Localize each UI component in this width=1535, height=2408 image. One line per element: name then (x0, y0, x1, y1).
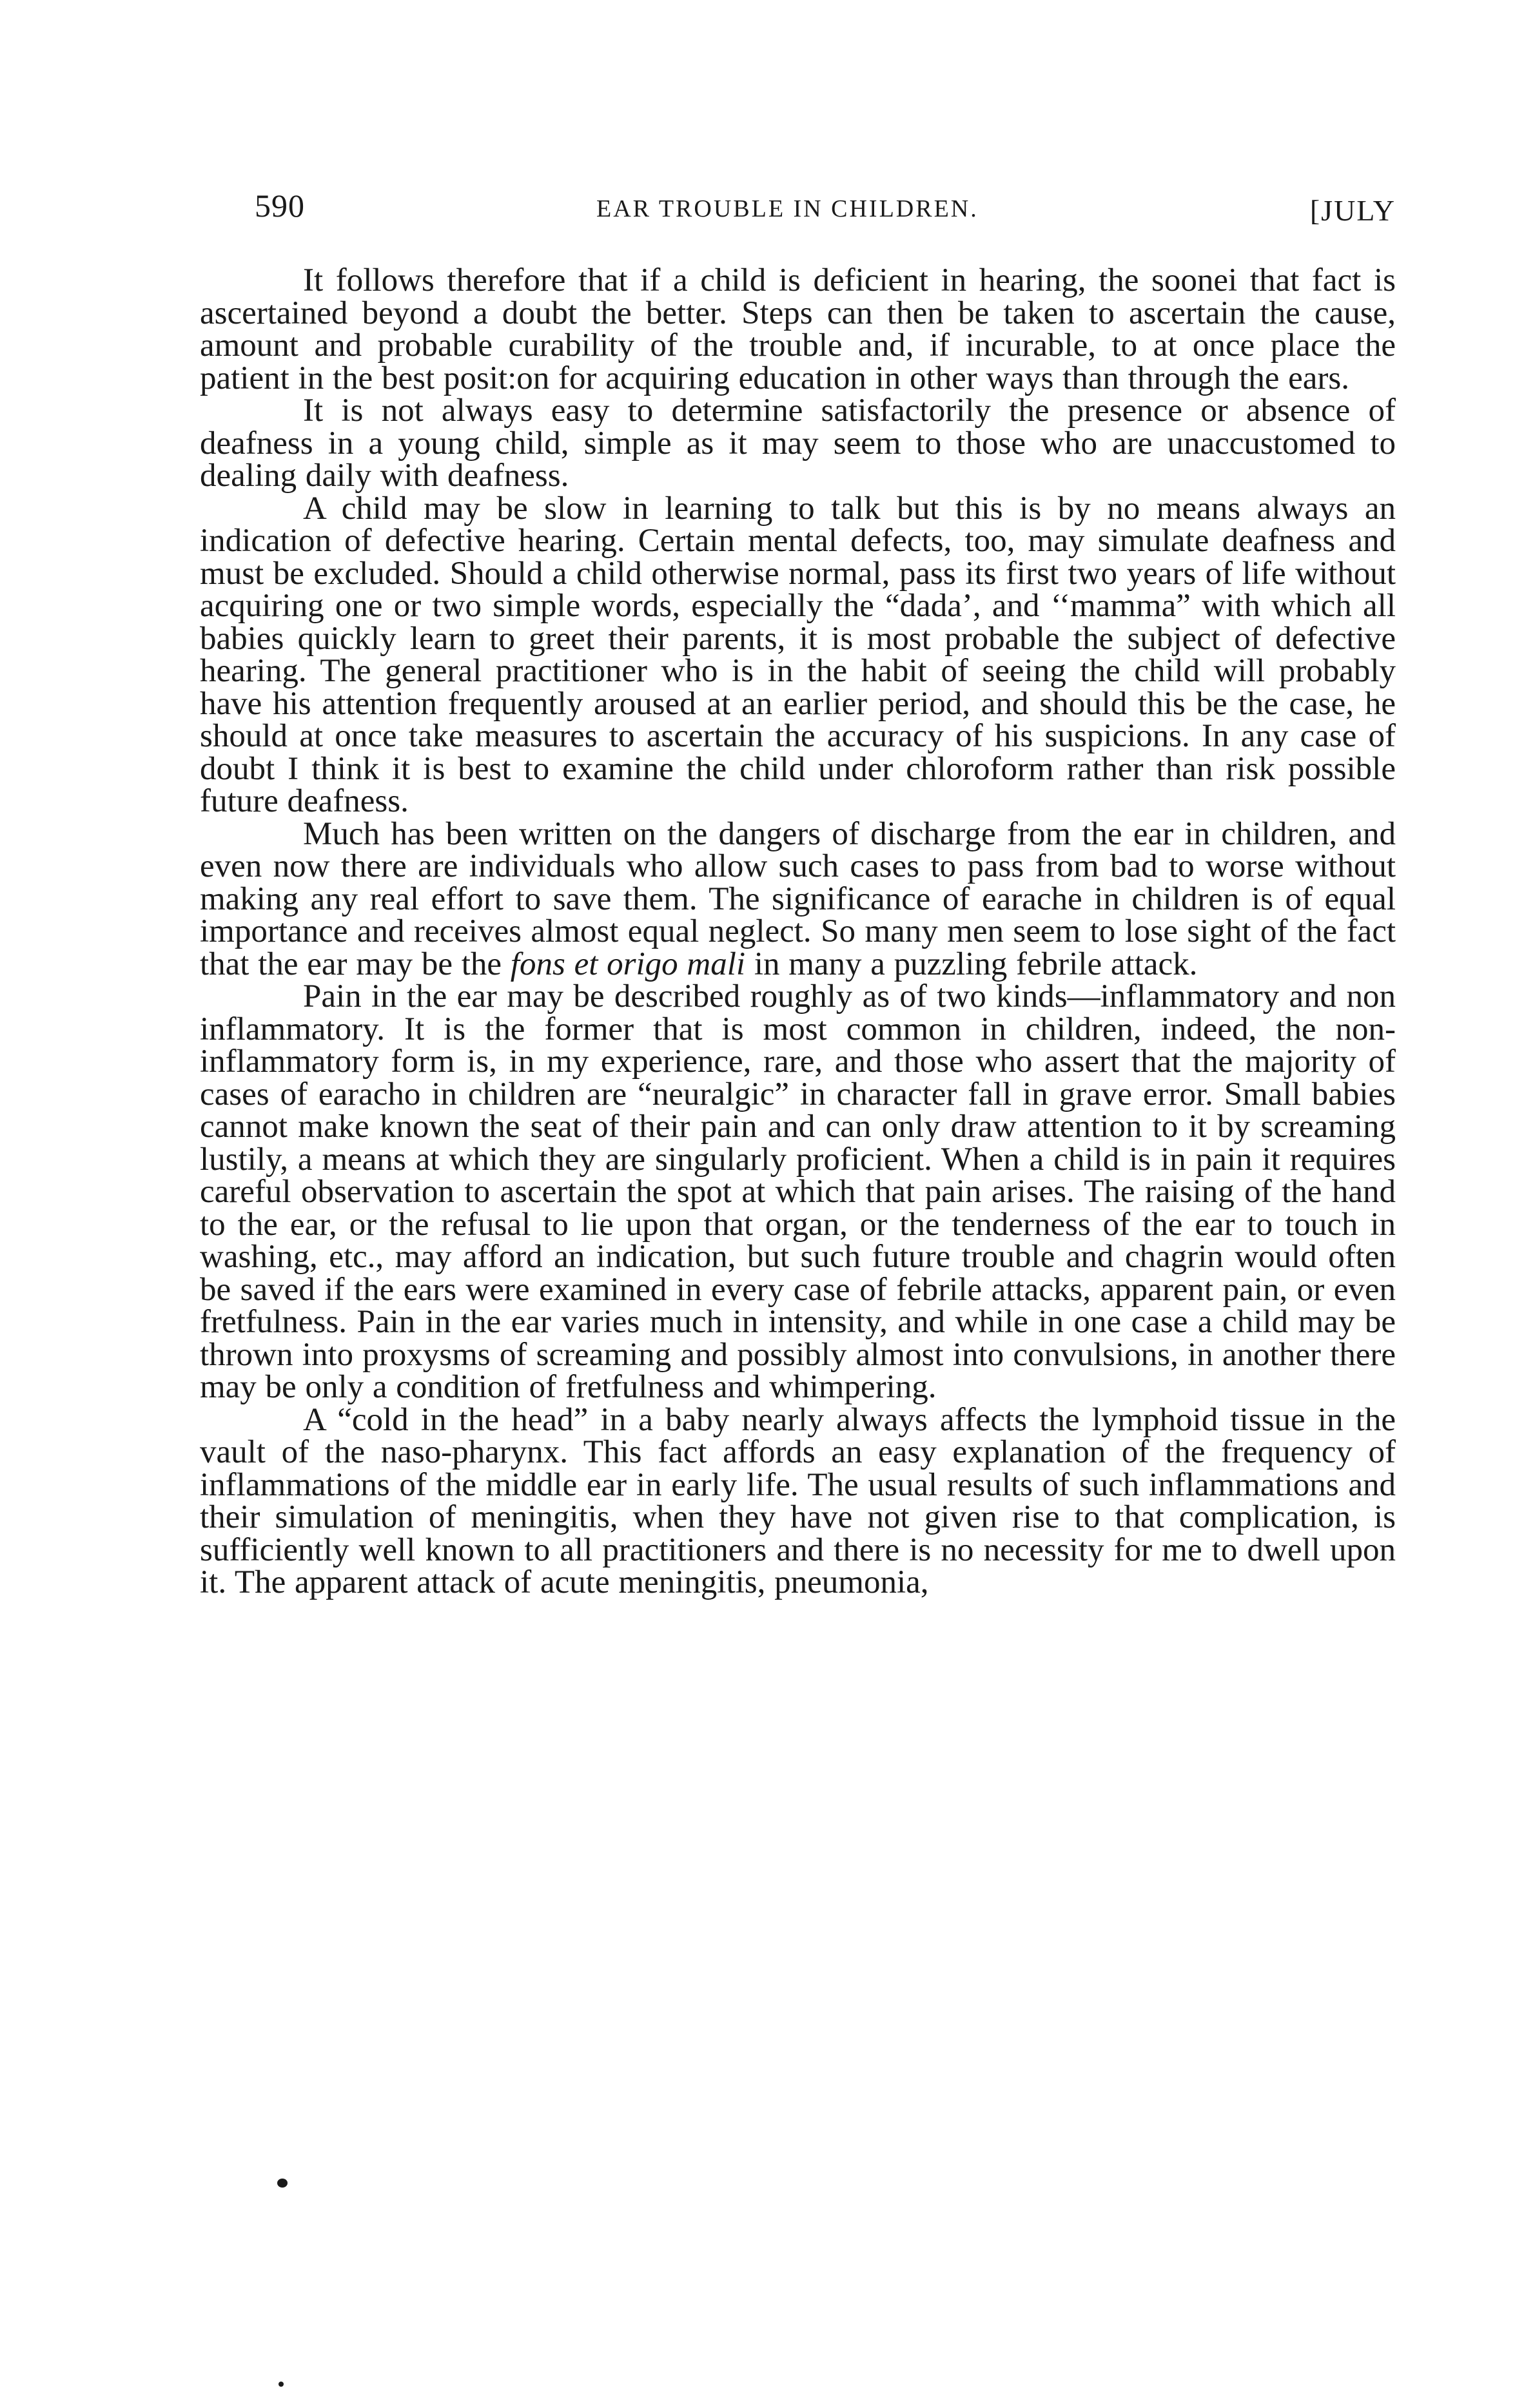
page-header (255, 187, 1396, 238)
article-body (200, 264, 1396, 1599)
latin-phrase: fons et origo mali (510, 946, 746, 982)
paragraph-4-text-after: in many a puzzling febrile attack. (745, 946, 1198, 982)
issue-month: [JULY (1309, 194, 1396, 227)
ink-speck (279, 2382, 284, 2387)
page-number: 590 (255, 188, 305, 224)
paragraph-1: It follows therefore that if a child is deficient in hearing, the soonei that fact is ascertained beyond a doubt the better. Steps can then be taken to ascertain the cause, amount and probable curability of the trouble and, if incurable, to at once place the patient in the best posit:on for acquiring education in other ways than through the ears. (200, 262, 1396, 396)
paragraph-4-text-before: Much has been written on the dangers of discharge from the ear in children, and even now there are individuals who allow such cases to pass from bad to worse without making any real effort to save them. The significance of earache in children is of equal importance and receives almost equal neglect. So many men seem to lose sight of the fact that the ear may be the (200, 815, 1396, 982)
paragraph-4 (200, 815, 1396, 982)
paragraph-2: It is not always easy to determine satisfactorily the presence or absence of deafness in a young child, simple as it may seem to those who are unaccustomed to dealing daily with deafness. (200, 393, 1396, 494)
paragraph-6: A “cold in the head” in a baby nearly always affects the lymphoid tissue in the vault of the naso-pharynx. This fact affords an easy explanation of the frequency of inflammations of the middle ear in early life. The usual results of such inflammations and their simulation of meningitis, when they have not given rise to that complication, is sufficiently well known to all practitioners and there is no necessity for me to dwell upon it. The apparent attack of acute meningitis, pneumonia, (200, 1401, 1396, 1600)
paragraph-5: Pain in the ear may be described roughly as of two kinds—inflammatory and non inflammatory. It is the former that is most common in children, indeed, the non-inflammatory form is, in my experience, rare, and those who assert that the majority of cases of earacho in children are “neuralgic” in character fall in grave error. Small babies cannot make known the seat of their pain and can only draw attention to it by screaming lustily, a means at which they are singularly proficient. When a child is in pain it requires careful observation to ascertain the spot at which that pain arises. The raising of the hand to the ear, or the refusal to lie upon that organ, or the tenderness of the ear to touch in washing, etc., may afford an indication, but such future trouble and chagrin would often be saved if the ears were examined in every case of febrile attacks, apparent pain, or even fretfulness. Pain in the ear varies much in intensity, and while in one case a child may be thrown into proxysms of screaming and possibly almost into convulsions, in another there may be only a condition of fretfulness and whimpering. (200, 978, 1396, 1405)
running-title: EAR TROUBLE IN CHILDREN. (596, 195, 979, 222)
paragraph-3: A child may be slow in learning to talk but this is by no means always an indication of defective hearing. Certain mental defects, too, may simulate deafness and must be excluded. Should a child otherwise normal, pass its first two years of life without acquiring one or two simple words, especially the “dada’, and ‘‘mamma” with which all babies quickly learn to greet their parents, it is most probable the subject of defective hearing. The general practitioner who is in the habit of seeing the child will probably have his attention frequently aroused at an earlier period, and should this be the case, he should at once take measures to ascertain the accuracy of his suspicions. In any case of doubt I think it is best to examine the child under chloroform rather than risk possible future deafness. (200, 490, 1396, 819)
ink-speck (277, 2179, 288, 2188)
